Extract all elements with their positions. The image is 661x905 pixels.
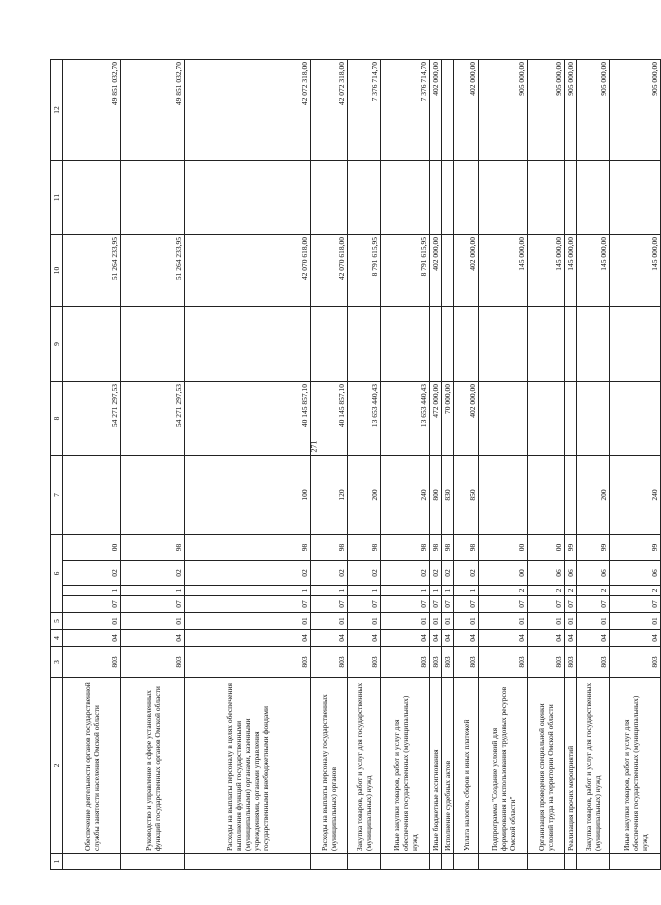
- cell-c7: [528, 456, 565, 535]
- table-row: [63, 60, 121, 870]
- cell-c9: [454, 307, 479, 382]
- cell-c3: 803: [381, 647, 430, 678]
- cell-c7: 200: [577, 456, 610, 535]
- cell-c9: [479, 307, 528, 382]
- cell-c5: 01: [479, 613, 528, 630]
- cell-c7: 240: [381, 456, 430, 535]
- cell-c3: 803: [577, 647, 610, 678]
- cell-c6a: 07: [185, 596, 311, 613]
- header-cell-6: 6: [51, 535, 63, 613]
- col-1-cell: [121, 854, 185, 870]
- header-cell-8: 8: [51, 382, 63, 456]
- cell-c3: 803: [479, 647, 528, 678]
- cell-c9: [185, 307, 311, 382]
- col-1-cell: [479, 854, 528, 870]
- cell-c6d: 00: [528, 535, 565, 561]
- page-number: 271: [309, 440, 319, 453]
- table-row: [454, 60, 479, 870]
- row-description: Иные закупки товаров, работ и услуг для обеспечения государственных (муниципальных) нужд: [381, 678, 430, 854]
- cell-c8: [565, 382, 577, 456]
- cell-c5: 01: [577, 613, 610, 630]
- col-1-cell: [63, 854, 121, 870]
- cell-c6d: 98: [430, 535, 442, 561]
- cell-c7: 830: [442, 456, 454, 535]
- cell-c5: 01: [311, 613, 348, 630]
- row-description: Подпрограмма "Создание условий для формирования и использования трудовых ресурсов Омской области": [479, 678, 528, 854]
- cell-c8: 13 653 440,43: [348, 382, 381, 456]
- cell-c4: 04: [381, 630, 430, 647]
- cell-c10: 51 264 233,95: [63, 235, 121, 307]
- row-description: Расходы на выплаты персоналу в целях обеспечения выполнения функций государственными (муниципальными) органами, казенными учреждениями, органами управления государственными внебюджетными фондами: [185, 678, 311, 854]
- header-cell-4: 4: [51, 630, 63, 647]
- col-1-cell: [381, 854, 430, 870]
- header-cell-11: 11: [51, 161, 63, 235]
- cell-c9: [311, 307, 348, 382]
- cell-c12: 905 000,00: [610, 60, 661, 161]
- cell-c3: 803: [311, 647, 348, 678]
- cell-c6a: 07: [610, 596, 661, 613]
- cell-c6c: 02: [381, 561, 430, 586]
- row-description: Иные закупки товаров, работ и услуг для обеспечения государственных (муниципальных) нужд: [610, 678, 661, 854]
- cell-c6c: 02: [311, 561, 348, 586]
- cell-c4: 04: [185, 630, 311, 647]
- cell-c10: 42 070 618,00: [311, 235, 348, 307]
- cell-c6d: 99: [610, 535, 661, 561]
- cell-c5: 01: [442, 613, 454, 630]
- cell-c5: 01: [528, 613, 565, 630]
- cell-c11: [311, 161, 348, 235]
- cell-c8: 40 145 857,10: [185, 382, 311, 456]
- col-1-cell: [565, 854, 577, 870]
- cell-c6d: 98: [311, 535, 348, 561]
- table-row: [121, 60, 185, 870]
- cell-c11: [528, 161, 565, 235]
- cell-c6a: 07: [430, 596, 442, 613]
- cell-c5: 01: [454, 613, 479, 630]
- cell-c10: 8 791 615,95: [381, 235, 430, 307]
- cell-c5: 01: [121, 613, 185, 630]
- cell-c8: 70 000,00: [442, 382, 454, 456]
- cell-c5: 01: [185, 613, 311, 630]
- cell-c6a: 07: [565, 596, 577, 613]
- cell-c3: 803: [528, 647, 565, 678]
- cell-c7: [565, 456, 577, 535]
- cell-c4: 04: [577, 630, 610, 647]
- cell-c6d: 99: [577, 535, 610, 561]
- cell-c6a: 07: [121, 596, 185, 613]
- table-row: [442, 60, 454, 870]
- cell-c8: [479, 382, 528, 456]
- cell-c6a: 07: [577, 596, 610, 613]
- cell-c11: [442, 161, 454, 235]
- cell-c12: 7 376 714,70: [381, 60, 430, 161]
- cell-c11: [577, 161, 610, 235]
- row-description: Расходы на выплаты персоналу государственных (муниципальных) органов: [311, 678, 348, 854]
- cell-c6d: 00: [479, 535, 528, 561]
- cell-c6a: 07: [63, 596, 121, 613]
- table-row: [381, 60, 430, 870]
- cell-c10: 402 000,00: [454, 235, 479, 307]
- row-description: Исполнение судебных актов: [442, 678, 454, 854]
- cell-c10: 145 000,00: [565, 235, 577, 307]
- cell-c4: 04: [442, 630, 454, 647]
- cell-c8: 13 653 440,43: [381, 382, 430, 456]
- cell-c12: 42 072 318,00: [185, 60, 311, 161]
- cell-c3: 803: [348, 647, 381, 678]
- cell-c6d: 98: [381, 535, 430, 561]
- cell-c6c: 02: [185, 561, 311, 586]
- cell-c6c: 02: [348, 561, 381, 586]
- header-cell-5: 5: [51, 613, 63, 630]
- cell-c12: 402 000,00: [430, 60, 442, 161]
- table-row: [430, 60, 442, 870]
- cell-c7: 850: [454, 456, 479, 535]
- cell-c6c: 06: [528, 561, 565, 586]
- table-row: [348, 60, 381, 870]
- table-row: [185, 60, 311, 870]
- col-1-cell: [185, 854, 311, 870]
- cell-c4: 04: [311, 630, 348, 647]
- cell-c11: [381, 161, 430, 235]
- header-cell-12: 12: [51, 60, 63, 161]
- table-row: [528, 60, 565, 870]
- budget-table: [50, 59, 661, 870]
- cell-c12: 905 000,00: [528, 60, 565, 161]
- cell-c4: 04: [454, 630, 479, 647]
- cell-c12: 49 851 032,70: [63, 60, 121, 161]
- cell-c3: 803: [442, 647, 454, 678]
- col-1-cell: [528, 854, 565, 870]
- header-cell-10: 10: [51, 235, 63, 307]
- table-row: [479, 60, 528, 870]
- cell-c10: 402 000,00: [430, 235, 442, 307]
- row-description: Руководство и управление в сфере установленных функций государственных органов Омской области: [121, 678, 185, 854]
- cell-c6c: 02: [442, 561, 454, 586]
- cell-c5: 01: [565, 613, 577, 630]
- cell-c6b: 2: [479, 586, 528, 596]
- cell-c10: 145 000,00: [479, 235, 528, 307]
- row-description: Реализация прочих мероприятий: [565, 678, 577, 854]
- cell-c6a: 07: [479, 596, 528, 613]
- cell-c3: 803: [610, 647, 661, 678]
- cell-c6c: 02: [430, 561, 442, 586]
- cell-c4: 04: [479, 630, 528, 647]
- cell-c6b: 1: [121, 586, 185, 596]
- cell-c7: 800: [430, 456, 442, 535]
- cell-c9: [610, 307, 661, 382]
- cell-c10: 145 000,00: [577, 235, 610, 307]
- cell-c6b: 1: [454, 586, 479, 596]
- cell-c12: 42 072 318,00: [311, 60, 348, 161]
- cell-c6d: 98: [121, 535, 185, 561]
- table-row: [311, 60, 348, 870]
- cell-c8: [577, 382, 610, 456]
- cell-c8: [528, 382, 565, 456]
- cell-c6b: 2: [528, 586, 565, 596]
- cell-c6c: 06: [610, 561, 661, 586]
- cell-c11: [185, 161, 311, 235]
- cell-c6d: 98: [454, 535, 479, 561]
- cell-c9: [528, 307, 565, 382]
- cell-c7: [121, 456, 185, 535]
- cell-c4: 04: [63, 630, 121, 647]
- cell-c3: 803: [63, 647, 121, 678]
- cell-c6a: 07: [528, 596, 565, 613]
- header-cell-3: 3: [51, 647, 63, 678]
- row-description: Иные бюджетные ассигнования: [430, 678, 442, 854]
- cell-c12: 7 376 714,70: [348, 60, 381, 161]
- cell-c8: 40 145 857,10: [311, 382, 348, 456]
- cell-c6b: 1: [311, 586, 348, 596]
- cell-c3: 803: [565, 647, 577, 678]
- cell-c6c: 02: [63, 561, 121, 586]
- cell-c6d: 98: [185, 535, 311, 561]
- header-cell-2: 2: [51, 678, 63, 854]
- cell-c6b: 2: [565, 586, 577, 596]
- table-row: [610, 60, 661, 870]
- cell-c7: 200: [348, 456, 381, 535]
- header-cell-7: 7: [51, 456, 63, 535]
- col-1-cell: [311, 854, 348, 870]
- cell-c3: 803: [430, 647, 442, 678]
- cell-c10: [442, 235, 454, 307]
- row-description: Организация проведения специальной оценки условий труда на территории Омской области: [528, 678, 565, 854]
- cell-c6b: 1: [381, 586, 430, 596]
- cell-c6c: 06: [565, 561, 577, 586]
- cell-c9: [442, 307, 454, 382]
- header-cell-9: 9: [51, 307, 63, 382]
- cell-c3: 803: [454, 647, 479, 678]
- table-row: [577, 60, 610, 870]
- cell-c4: 04: [528, 630, 565, 647]
- rotated-page: [50, 60, 659, 870]
- cell-c9: [577, 307, 610, 382]
- cell-c4: 04: [430, 630, 442, 647]
- cell-c4: 04: [565, 630, 577, 647]
- cell-c4: 04: [121, 630, 185, 647]
- cell-c10: 145 000,00: [610, 235, 661, 307]
- cell-c7: 120: [311, 456, 348, 535]
- row-description: Закупка товаров, работ и услуг для государственных (муниципальных) нужд: [348, 678, 381, 854]
- cell-c6d: 99: [565, 535, 577, 561]
- cell-c6a: 07: [311, 596, 348, 613]
- table-row: [565, 60, 577, 870]
- col-1-cell: [430, 854, 442, 870]
- cell-c11: [454, 161, 479, 235]
- cell-c10: 145 000,00: [528, 235, 565, 307]
- cell-c6d: 98: [442, 535, 454, 561]
- header-row: [51, 60, 63, 870]
- col-1-cell: [348, 854, 381, 870]
- cell-c6a: 07: [442, 596, 454, 613]
- col-1-cell: [442, 854, 454, 870]
- cell-c9: [381, 307, 430, 382]
- cell-c11: [479, 161, 528, 235]
- cell-c8: [610, 382, 661, 456]
- cell-c5: 01: [63, 613, 121, 630]
- cell-c8: 54 271 297,53: [63, 382, 121, 456]
- cell-c6b: 2: [610, 586, 661, 596]
- cell-c12: 402 000,00: [454, 60, 479, 161]
- cell-c9: [348, 307, 381, 382]
- cell-c8: 54 271 297,53: [121, 382, 185, 456]
- cell-c6d: 00: [63, 535, 121, 561]
- cell-c9: [565, 307, 577, 382]
- cell-c8: 402 000,00: [454, 382, 479, 456]
- cell-c11: [121, 161, 185, 235]
- cell-c10: 51 264 233,95: [121, 235, 185, 307]
- header-cell-1: 1: [51, 854, 63, 870]
- row-description: Уплата налогов, сборов и иных платежей: [454, 678, 479, 854]
- cell-c4: 04: [610, 630, 661, 647]
- cell-c11: [610, 161, 661, 235]
- cell-c11: [430, 161, 442, 235]
- cell-c3: 803: [121, 647, 185, 678]
- cell-c6c: 06: [577, 561, 610, 586]
- cell-c12: 905 000,00: [577, 60, 610, 161]
- cell-c6a: 07: [454, 596, 479, 613]
- col-1-cell: [577, 854, 610, 870]
- row-description: Закупка товаров, работ и услуг для государственных (муниципальных) нужд: [577, 678, 610, 854]
- cell-c6a: 07: [381, 596, 430, 613]
- cell-c6a: 07: [348, 596, 381, 613]
- cell-c12: 905 000,00: [565, 60, 577, 161]
- cell-c5: 01: [348, 613, 381, 630]
- cell-c6d: 98: [348, 535, 381, 561]
- cell-c10: 42 070 618,00: [185, 235, 311, 307]
- cell-c9: [63, 307, 121, 382]
- cell-c6b: 1: [63, 586, 121, 596]
- cell-c11: [565, 161, 577, 235]
- cell-c5: 01: [381, 613, 430, 630]
- cell-c6c: 02: [454, 561, 479, 586]
- cell-c6c: 02: [121, 561, 185, 586]
- cell-c8: 472 000,00: [430, 382, 442, 456]
- row-description: Обеспечение деятельности органов государственной службы занятости населения Омской области: [63, 678, 121, 854]
- cell-c6b: 1: [348, 586, 381, 596]
- cell-c11: [348, 161, 381, 235]
- cell-c12: 905 000,00: [479, 60, 528, 161]
- cell-c5: 01: [610, 613, 661, 630]
- cell-c9: [430, 307, 442, 382]
- cell-c5: 01: [430, 613, 442, 630]
- cell-c7: 100: [185, 456, 311, 535]
- col-1-cell: [610, 854, 661, 870]
- cell-c4: 04: [348, 630, 381, 647]
- cell-c12: [442, 60, 454, 161]
- cell-c10: 8 791 615,95: [348, 235, 381, 307]
- col-1-cell: [454, 854, 479, 870]
- cell-c6b: 2: [577, 586, 610, 596]
- cell-c11: [63, 161, 121, 235]
- cell-c6c: 00: [479, 561, 528, 586]
- cell-c6b: 1: [430, 586, 442, 596]
- cell-c3: 803: [185, 647, 311, 678]
- table-body: [51, 60, 661, 870]
- cell-c12: 49 851 032,70: [121, 60, 185, 161]
- cell-c6b: 1: [185, 586, 311, 596]
- cell-c9: [121, 307, 185, 382]
- cell-c7: 240: [610, 456, 661, 535]
- cell-c7: [479, 456, 528, 535]
- cell-c6b: 1: [442, 586, 454, 596]
- cell-c7: [63, 456, 121, 535]
